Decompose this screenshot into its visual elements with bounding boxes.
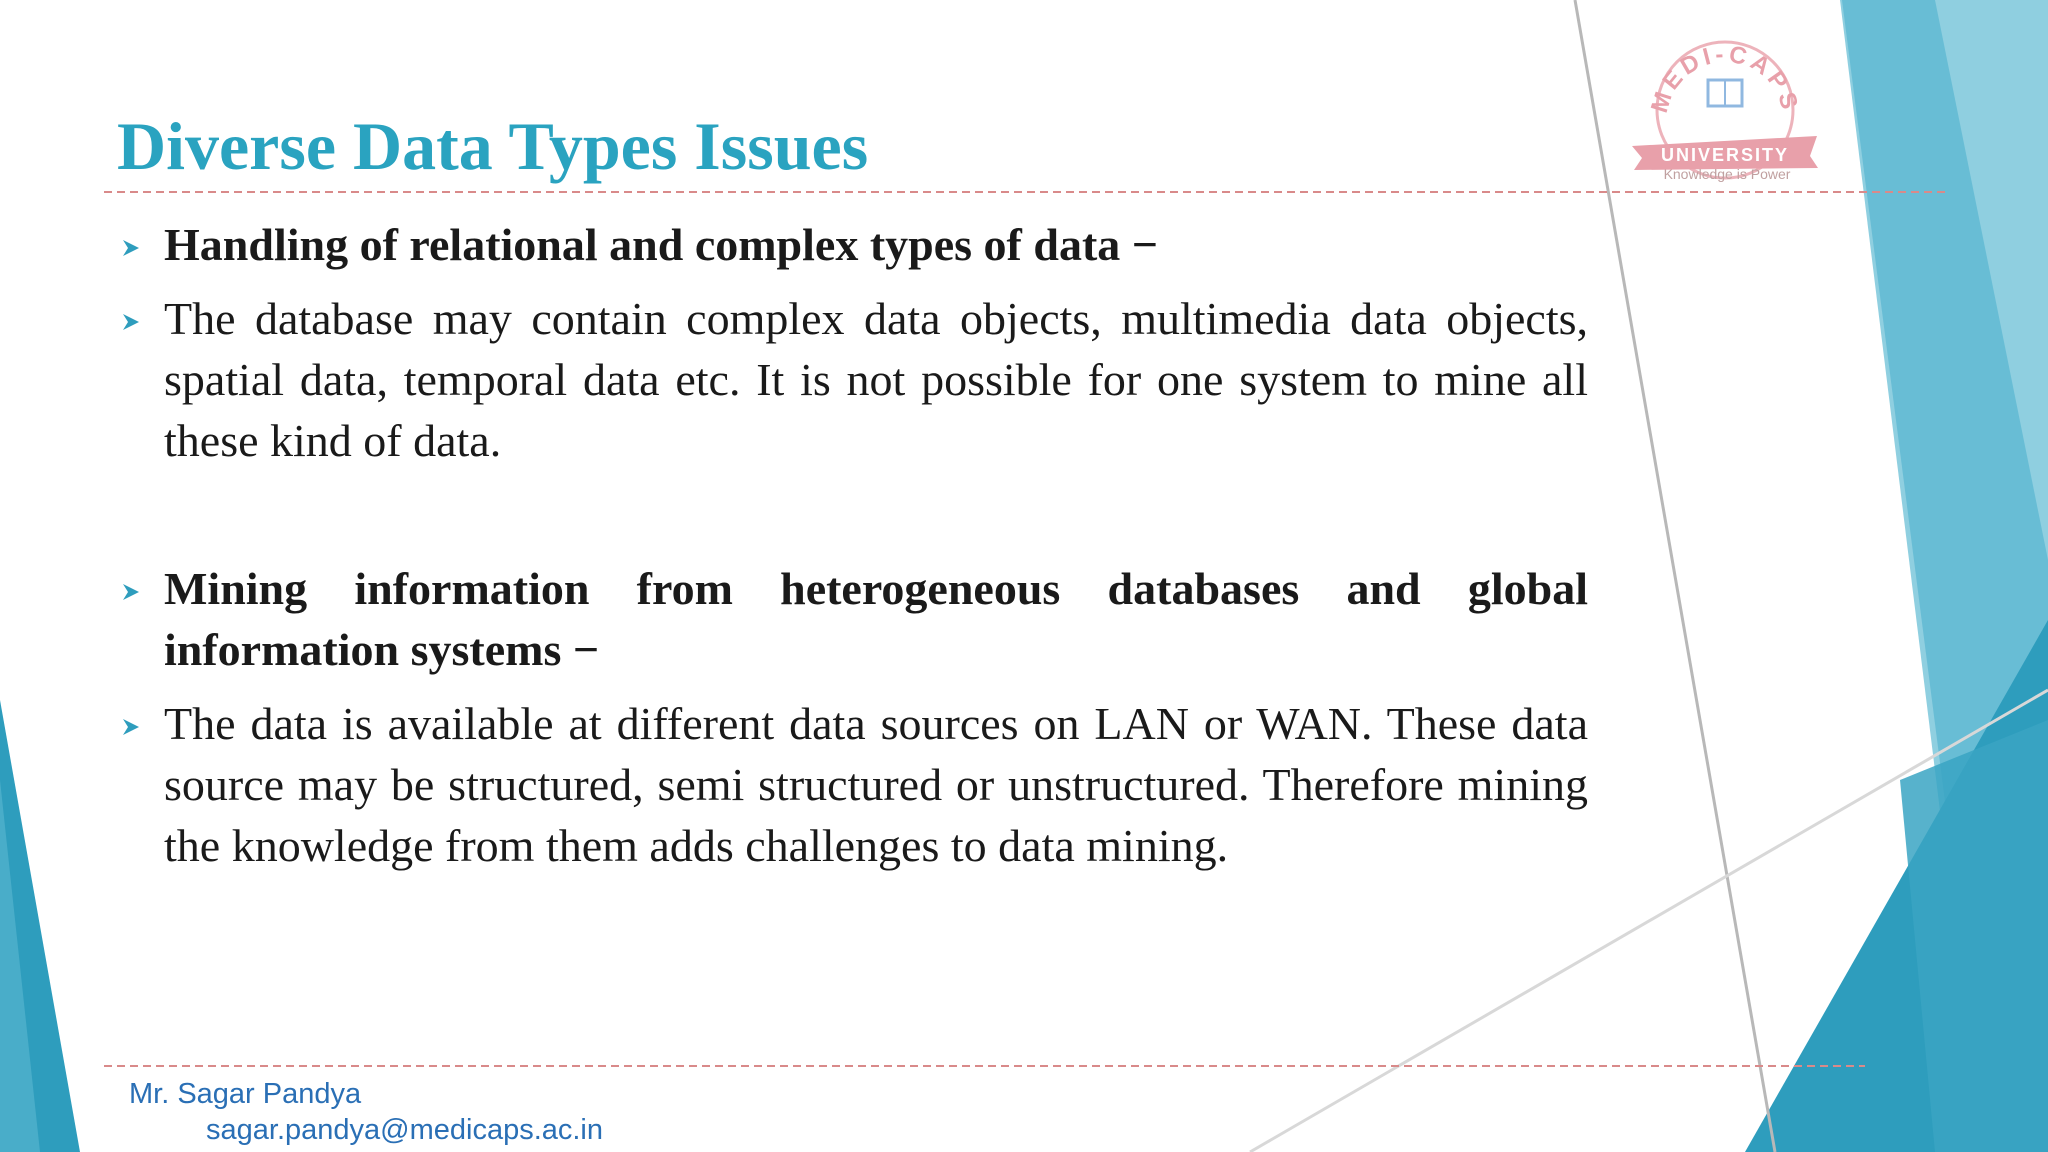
arrow-bullet-icon	[120, 311, 142, 333]
arrow-bullet-icon	[120, 716, 142, 738]
arrow-bullet-icon	[120, 581, 142, 603]
logo-tagline: Knowledge is Power	[1663, 166, 1791, 182]
bullet-list	[118, 214, 1588, 889]
bullet-text: The data is available at different data sources on LAN or WAN. These data source may be structured, semi structured or unstructured. Therefore mining the knowledge from them adds challenges to data mining.	[164, 698, 1588, 871]
bullet-item	[118, 214, 1588, 275]
bullet-item	[118, 288, 1588, 471]
logo-banner-text: UNIVERSITY	[1660, 145, 1790, 165]
arrow-bullet-icon	[120, 237, 142, 259]
bullet-text: Handling of relational and complex types of data −	[164, 219, 1158, 270]
bullet-item	[118, 693, 1588, 876]
footer-email[interactable]: sagar.pandya@medicaps.ac.in	[206, 1114, 604, 1146]
bullet-text: Mining information from heterogeneous databases and global information systems −	[164, 563, 1588, 675]
bullet-item	[118, 558, 1588, 680]
bullet-text: The database may contain complex data objects, multimedia data objects, spatial data, temporal data etc. It is not possible for one system to mine all these kind of data.	[164, 293, 1588, 466]
slide-title: Diverse Data Types Issues	[117, 108, 869, 184]
footer-author: Mr. Sagar Pandya	[129, 1078, 362, 1110]
logo-arc-text: MEDI-CAPS	[1646, 40, 1804, 116]
